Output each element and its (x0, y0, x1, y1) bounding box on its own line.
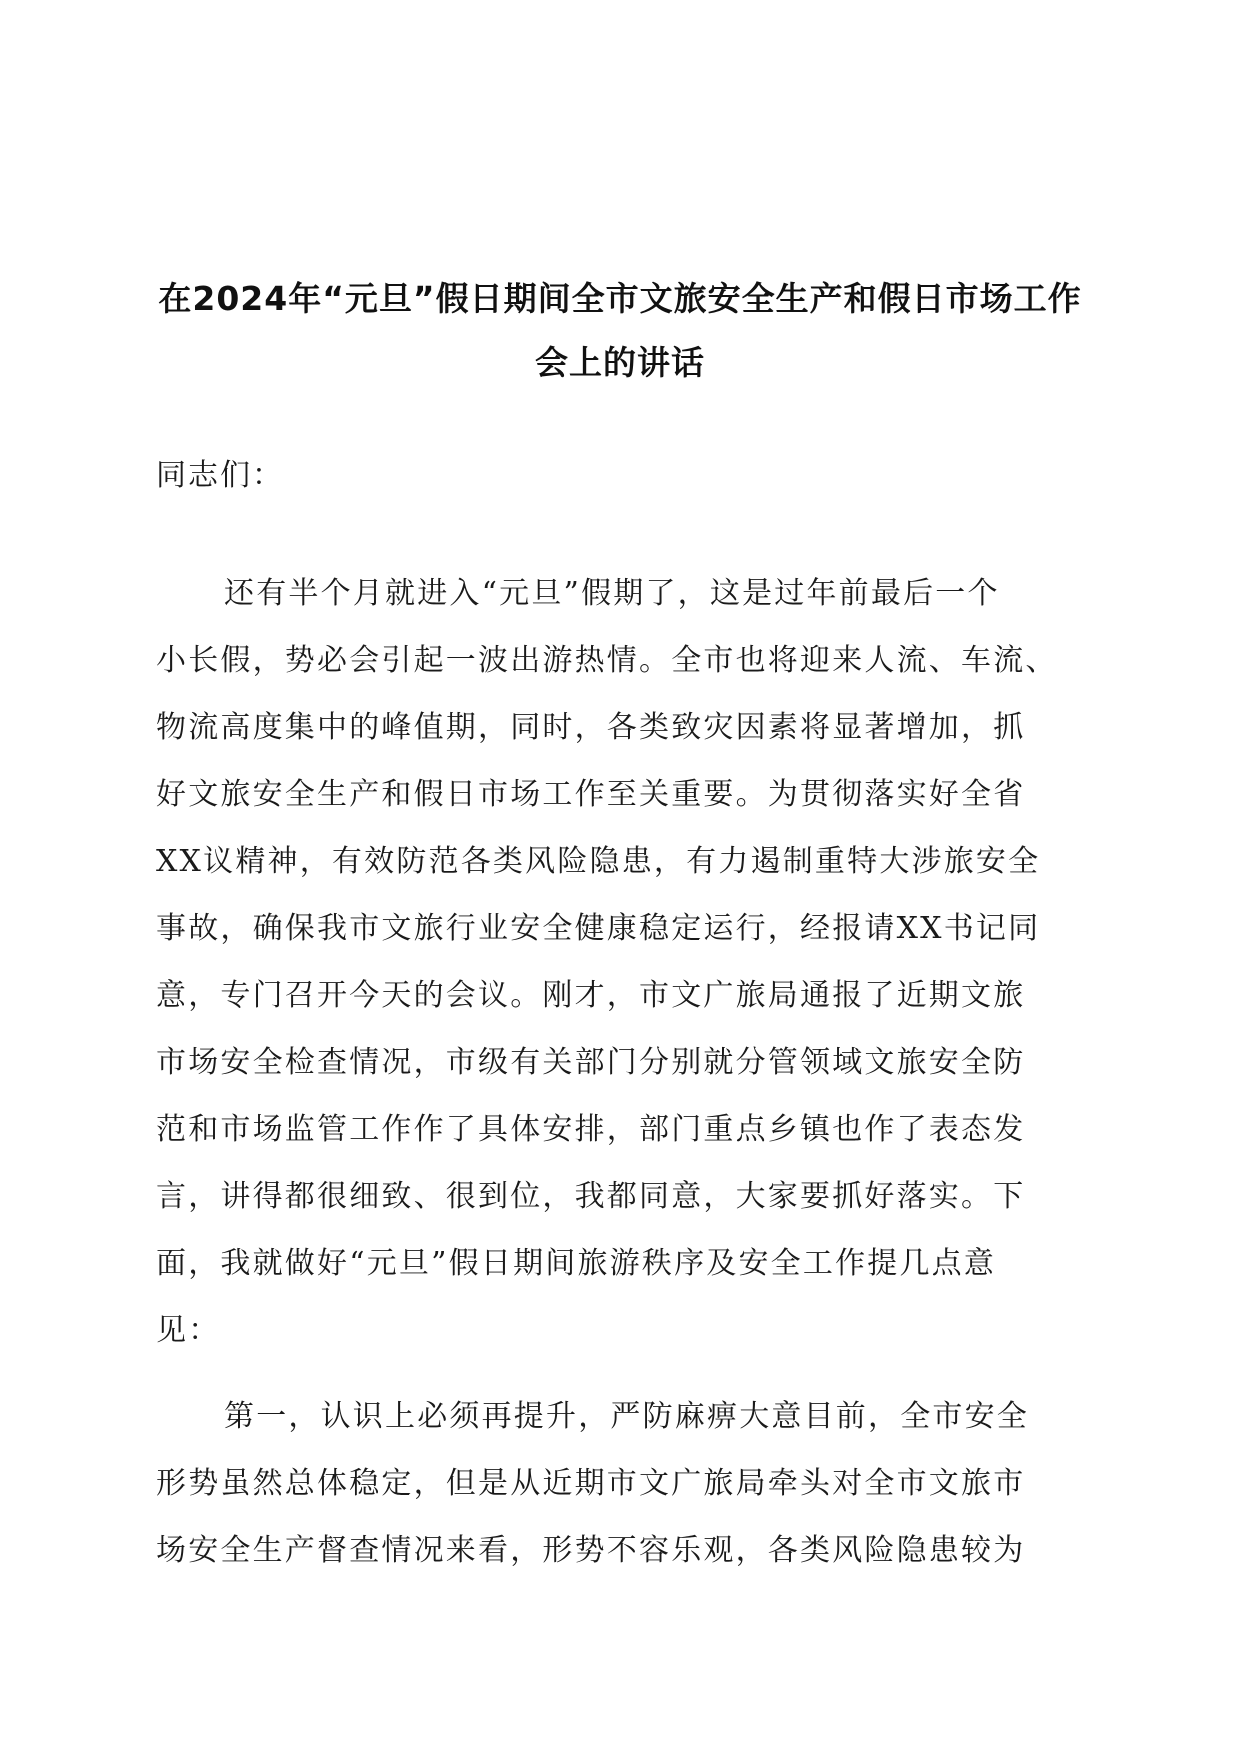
paragraph-line: XX议精神，有效防范各类风险隐患，有力遏制重特大涉旅安全 (156, 844, 1041, 879)
paragraph-line: 事故，确保我市文旅行业安全健康稳定运行，经报请XX书记同 (156, 911, 1041, 946)
paragraph-line: 第一，认识上必须再提升，严防麻痹大意目前，全市安全 (224, 1399, 1029, 1434)
salutation: 同志们： (156, 458, 284, 493)
paragraph-line: 市场安全检查情况，市级有关部门分别就分管领域文旅安全防 (156, 1045, 1026, 1080)
paragraph-line: 物流高度集中的峰值期，同时，各类致灾因素将显著增加，抓 (156, 710, 1026, 745)
paragraph-line: 范和市场监管工作作了具体安排，部门重点乡镇也作了表态发 (156, 1112, 1026, 1147)
paragraph-line: 形势虽然总体稳定，但是从近期市文广旅局牵头对全市文旅市 (156, 1466, 1026, 1501)
paragraph-line: 场安全生产督查情况来看，形势不容乐观，各类风险隐患较为 (156, 1533, 1026, 1568)
paragraph-line: 意，专门召开今天的会议。刚才，市文广旅局通报了近期文旅 (156, 978, 1026, 1013)
document-title-line-2: 会上的讲话 (535, 343, 705, 382)
paragraph-first-point (156, 1383, 1076, 1584)
paragraph-line: 好文旅安全生产和假日市场工作至关重要。为贯彻落实好全省 (156, 777, 1026, 812)
document-title-line-1: 在2024年“元旦”假日期间全市文旅安全生产和假日市场工作 (158, 279, 1082, 318)
paragraph-intro (156, 560, 1076, 1364)
paragraph-line: 见： (156, 1313, 221, 1348)
paragraph-line: 面，我就做好“元旦”假日期间旅游秩序及安全工作提几点意 (156, 1246, 997, 1281)
paragraph-line: 还有半个月就进入“元旦”假期了，这是过年前最后一个 (224, 576, 1000, 611)
paragraph-line: 小长假，势必会引起一波出游热情。全市也将迎来人流、车流、 (156, 643, 1058, 678)
paragraph-line: 言，讲得都很细致、很到位，我都同意，大家要抓好落实。下 (156, 1179, 1026, 1214)
